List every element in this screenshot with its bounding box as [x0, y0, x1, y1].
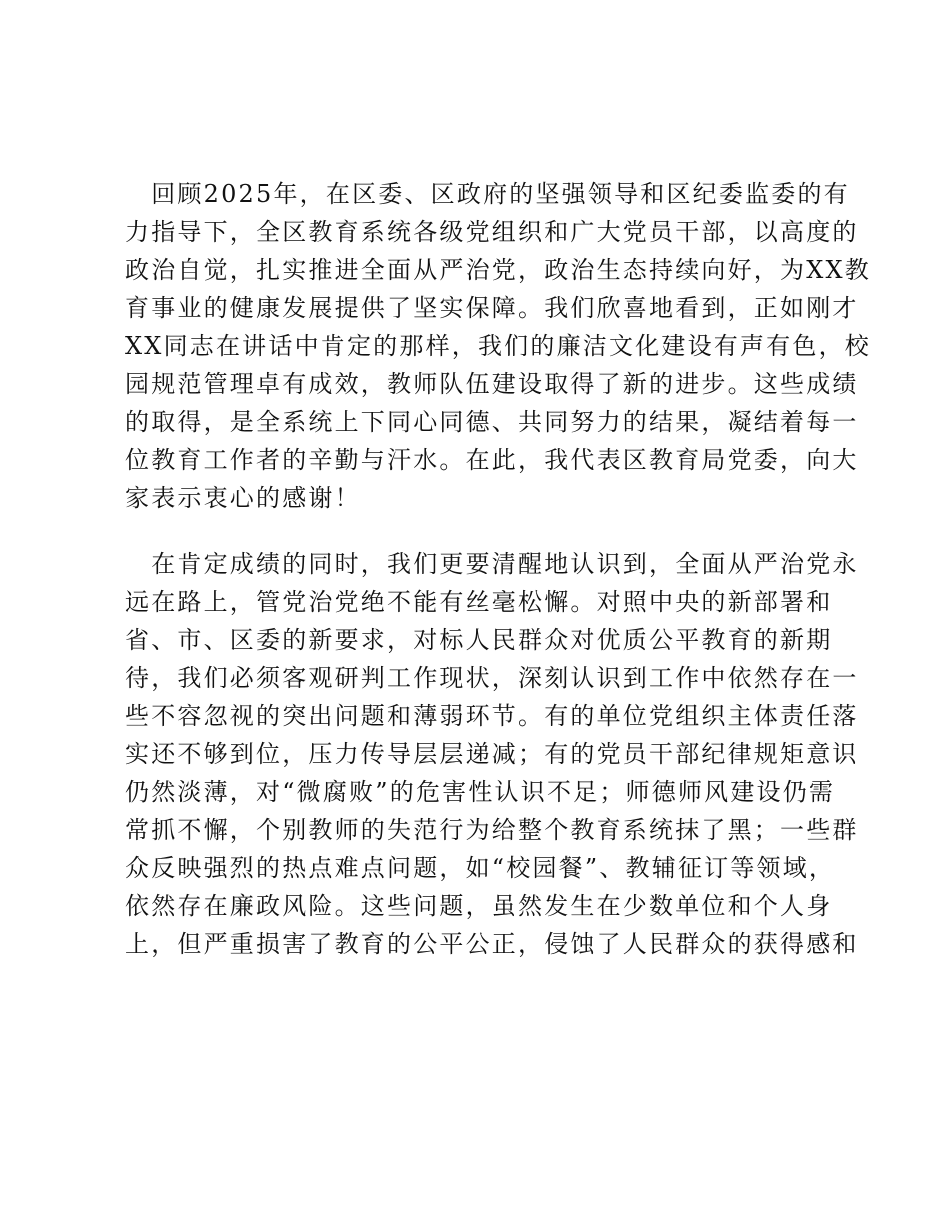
text-line: 上，但严重损害了教育的公平公正，侵蚀了人民群众的获得感和 [125, 930, 859, 958]
text-line: 育事业的健康发展提供了坚实保障。我们欣喜地看到，正如刚才 [125, 294, 859, 322]
text-line: 家表示衷心的感谢！ [125, 484, 361, 512]
text-line: 位教育工作者的辛勤与汗水。在此，我代表区教育局党委，向大 [125, 446, 859, 474]
text-line: 远在路上，管党治党绝不能有丝毫松懈。对照中央的新部署和 [125, 588, 833, 616]
text-line: 回顾2025年，在区委、区政府的坚强领导和区纪委监委的有 [125, 180, 850, 208]
text-line: 些不容忽视的突出问题和薄弱环节。有的单位党组织主体责任落 [125, 702, 859, 730]
text-line: XX同志在讲话中肯定的那样，我们的廉洁文化建设有声有色，校 [125, 332, 871, 360]
text-line: 园规范管理卓有成效，教师队伍建设取得了新的进步。这些成绩 [125, 370, 859, 398]
text-line: 仍然淡薄，对“微腐败”的危害性认识不足；师德师风建设仍需 [125, 778, 836, 806]
text-line: 力指导下，全区教育系统各级党组织和广大党员干部，以高度的 [125, 218, 859, 246]
text-line: 的取得，是全系统上下同心同德、共同努力的结果，凝结着每一 [125, 408, 859, 436]
text-line: 政治自觉，扎实推进全面从严治党，政治生态持续向好，为XX教 [125, 256, 871, 284]
text-line: 实还不够到位，压力传导层层递减；有的党员干部纪律规矩意识 [125, 740, 859, 768]
text-line: 在肯定成绩的同时，我们更要清醒地认识到，全面从严治党永 [125, 550, 859, 578]
text-line: 待，我们必须客观研判工作现状，深刻认识到工作中依然存在一 [125, 664, 859, 692]
text-line: 众反映强烈的热点难点问题，如“校园餐”、教辅征订等领域， [125, 854, 836, 882]
text-line: 常抓不懈，个别教师的失范行为给整个教育系统抹了黑；一些群 [125, 816, 859, 844]
text-line: 依然存在廉政风险。这些问题，虽然发生在少数单位和个人身 [125, 892, 833, 920]
text-line: 省、市、区委的新要求，对标人民群众对优质公平教育的新期 [125, 626, 833, 654]
